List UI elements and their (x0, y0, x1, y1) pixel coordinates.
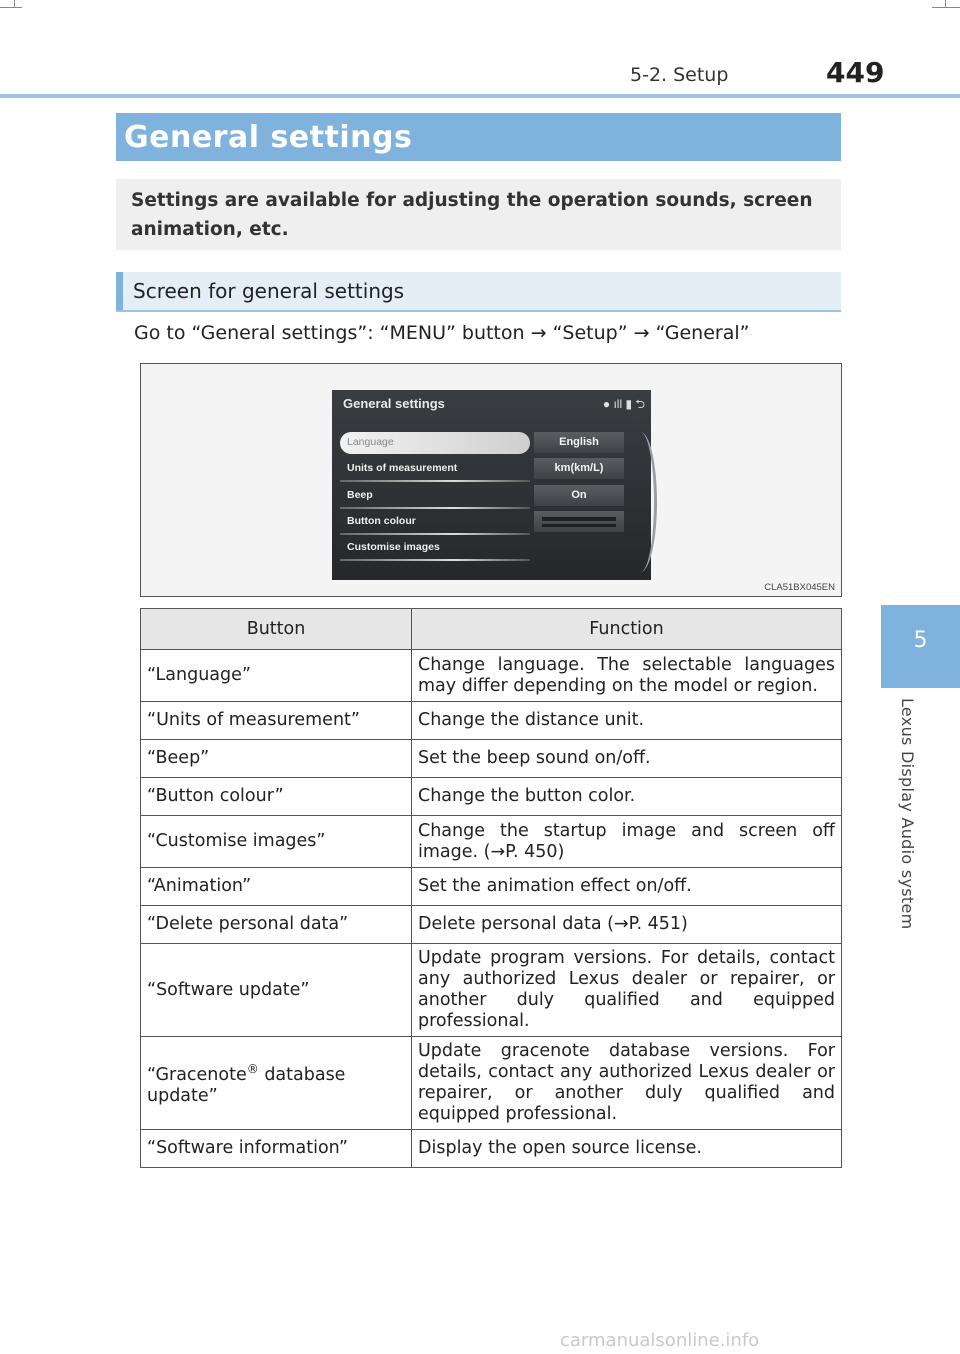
button-name-part: database update” (147, 1064, 346, 1106)
table-cell-function: Update program versions. For details, contact any authorized Lexus dealer or repairer, or another duly qualified and equipped professional. (412, 944, 842, 1037)
title-bar (116, 113, 841, 161)
intro-box (116, 179, 841, 250)
table-cell-function: Set the beep sound on/off. (412, 740, 842, 778)
row-divider (340, 507, 530, 509)
screen-value-label: On (571, 489, 587, 501)
table-row (141, 816, 842, 868)
colour-swatch (542, 524, 616, 527)
goto-step-general: “General” (655, 322, 750, 344)
screen-row-units[interactable] (340, 458, 530, 480)
table-row (141, 944, 842, 1037)
subsection-accent (116, 272, 123, 310)
colour-swatch (542, 517, 616, 521)
row-divider (340, 480, 530, 482)
table-row (141, 778, 842, 816)
watermark: carmanualsonline.info (560, 1330, 760, 1351)
screen-value-label: km(km/L) (554, 462, 604, 474)
screen-row-customise-images[interactable] (340, 537, 530, 559)
chapter-number: 5 (913, 628, 928, 653)
table-row (141, 650, 842, 702)
screen-row-label: Units of measurement (347, 462, 458, 474)
scrollbar[interactable] (624, 432, 657, 572)
table-cell-button: “Animation” (141, 868, 412, 906)
screen-row-beep[interactable] (340, 485, 530, 507)
table-cell-function: Delete personal data (→P. 451) (412, 906, 842, 944)
table-row (141, 1130, 842, 1168)
table-cell-button: “Button colour” (141, 778, 412, 816)
screen-value-beep[interactable] (534, 485, 624, 506)
screen-value-language[interactable] (534, 432, 624, 453)
screen-title: General settings (343, 396, 445, 411)
crop-mark (932, 7, 960, 8)
button-name-part: “Gracenote (147, 1064, 247, 1085)
registered-mark: ® (246, 1062, 259, 1077)
table-cell-function: Change language. The selectable languages may differ depending on the model or region. (412, 650, 842, 702)
table-cell-button: “Language” (141, 650, 412, 702)
screen-value-label: English (559, 436, 599, 448)
settings-table (140, 608, 842, 1168)
header-section: 5-2. Setup (630, 64, 729, 86)
goto-prefix: Go to “General settings”: “MENU” button (134, 322, 525, 344)
table-cell-function: Update gracenote database versions. For details, contact any authorized Lexus dealer or repairer, or another duly qualified and equipped professional. (412, 1037, 842, 1130)
intro-text: Settings are available for adjusting the operation sounds, screen animation, etc. (131, 190, 813, 240)
table-cell-button: “Software update” (141, 944, 412, 1037)
crop-mark (0, 7, 22, 8)
row-divider (340, 533, 530, 535)
chapter-title: Lexus Display Audio system (898, 698, 917, 930)
page-number: 449 (826, 56, 885, 89)
screen-row-language[interactable] (340, 432, 530, 454)
table-cell-button: “Units of measurement” (141, 702, 412, 740)
display-screen (332, 390, 651, 580)
table-row (141, 906, 842, 944)
column-header-function: Function (412, 609, 842, 650)
table-row (141, 868, 842, 906)
subsection-bar (116, 272, 841, 312)
goto-step-setup: “Setup” (552, 322, 628, 344)
table-cell-button: “Customise images” (141, 816, 412, 868)
table-cell-button (141, 1037, 412, 1130)
page-title: General settings (124, 120, 413, 155)
screen-row-label: Language (347, 436, 394, 448)
table-row (141, 740, 842, 778)
crop-mark (945, 0, 946, 7)
subsection-title: Screen for general settings (133, 279, 405, 303)
table-header-row (141, 609, 842, 650)
table-cell-function: Change the distance unit. (412, 702, 842, 740)
screen-row-button-colour[interactable] (340, 511, 530, 533)
table-cell-button: “Software information” (141, 1130, 412, 1168)
header-rule (0, 94, 960, 98)
screen-row-label: Button colour (347, 515, 416, 527)
screen-row-label: Beep (347, 489, 373, 501)
crop-mark (14, 0, 15, 7)
screen-value-units[interactable] (534, 458, 624, 479)
row-divider (340, 559, 530, 561)
table-cell-button: “Beep” (141, 740, 412, 778)
table-cell-function: Change the startup image and screen off image. (→P. 450) (412, 816, 842, 868)
table-cell-button: “Delete personal data” (141, 906, 412, 944)
screen-value-button-colour[interactable] (534, 511, 624, 532)
arrow-icon: → (530, 322, 547, 344)
goto-instruction (134, 322, 749, 344)
status-icons: ● ıll ▮ ⮌ (602, 397, 645, 411)
chapter-rule (881, 685, 960, 688)
figure-frame (140, 363, 842, 597)
table-cell-function: Change the button color. (412, 778, 842, 816)
table-cell-function: Display the open source license. (412, 1130, 842, 1168)
figure-code: CLA51BX045EN (764, 582, 835, 593)
arrow-icon: → (633, 322, 650, 344)
screen-row-label: Customise images (347, 541, 440, 553)
table-cell-function: Set the animation effect on/off. (412, 868, 842, 906)
table-row (141, 702, 842, 740)
column-header-button: Button (141, 609, 412, 650)
table-row (141, 1037, 842, 1130)
